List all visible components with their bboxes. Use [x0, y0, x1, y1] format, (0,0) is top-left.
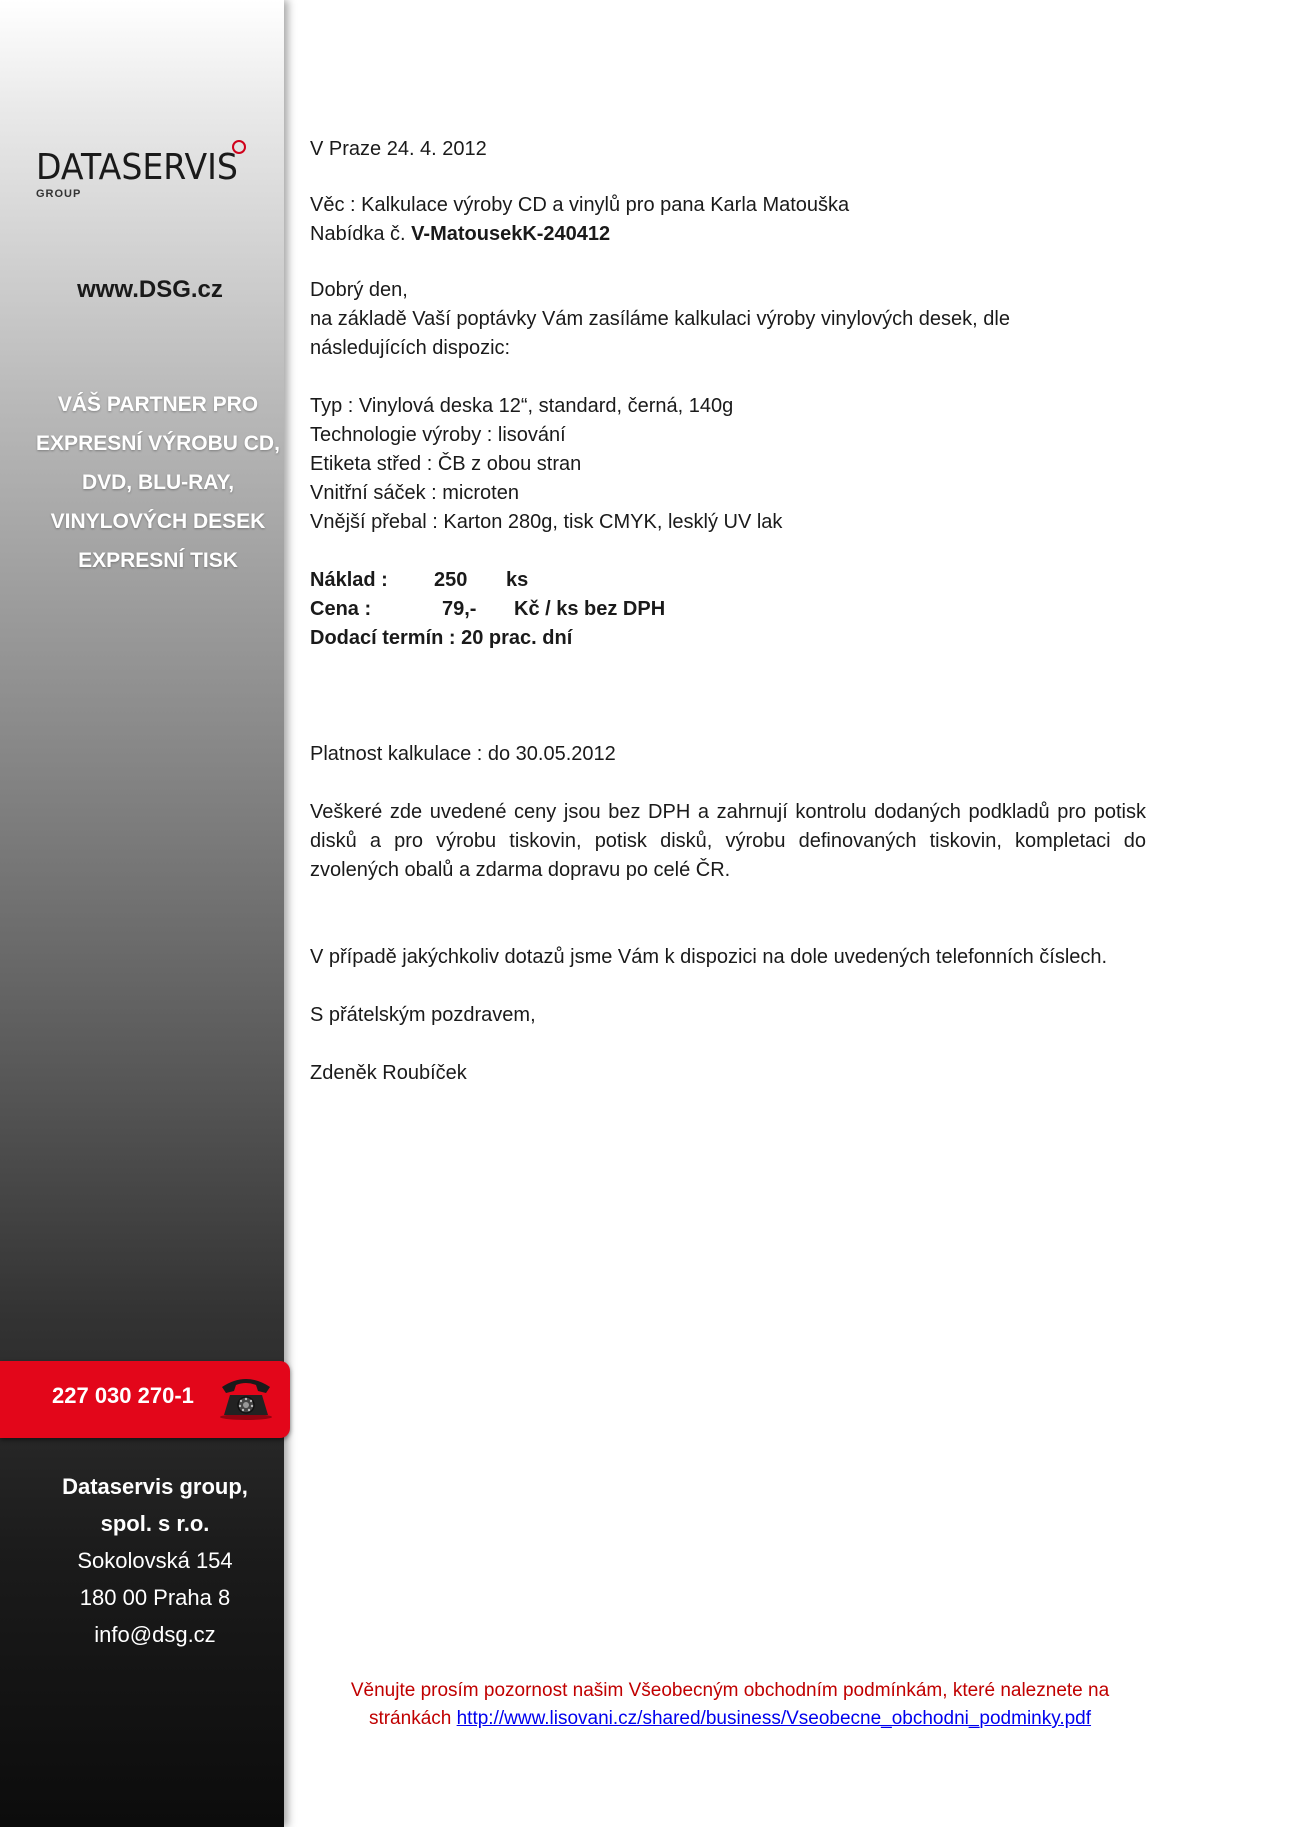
price-label: Cena :	[310, 598, 372, 620]
offer-line	[310, 220, 1146, 249]
offer-number: V-MatousekK-240412	[411, 223, 611, 245]
spec-line: Technologie výroby : lisování	[310, 424, 566, 446]
tagline-line: DVD, BLU-RAY,	[81, 471, 235, 494]
footer-note-prefix: stránkách	[368, 1708, 452, 1729]
street: Sokolovská 154	[77, 1548, 233, 1573]
terms-link[interactable]: http://www.lisovani.cz/shared/business/Vseobecne_obchodni_podminky.pdf	[456, 1708, 1092, 1729]
telephone-icon	[218, 1373, 274, 1421]
tagline-line: VINYLOVÝCH DESEK	[50, 510, 266, 533]
quantity-value: 250	[434, 569, 468, 591]
footer-note	[300, 1677, 1160, 1733]
logo-text: DATASERVIS	[36, 147, 238, 188]
greeting: Dobrý den,	[310, 279, 408, 301]
intro-line: na základě Vaší poptávky Vám zasíláme kalkulaci výroby vinylových desek, dle	[310, 308, 1010, 330]
company-address	[20, 1468, 290, 1653]
letter-date: V Praze 24. 4. 2012	[310, 138, 487, 160]
price-value: 79,-	[442, 598, 477, 620]
company-logo	[36, 147, 272, 200]
spec-line: Typ : Vinylová deska 12“, standard, černá, 140g	[310, 395, 734, 417]
closing: S přátelským pozdravem,	[310, 1004, 536, 1026]
footer-note-line2	[300, 1705, 1160, 1733]
logo-subtext: GROUP	[36, 188, 82, 200]
delivery-term: Dodací termín : 20 prac. dní	[310, 627, 573, 649]
tagline-line: EXPRESNÍ TISK	[78, 549, 238, 572]
offer-label: Nabídka č.	[310, 223, 406, 245]
intro-line: následujících dispozic:	[310, 337, 511, 359]
email-link[interactable]: info@dsg.cz	[94, 1622, 216, 1647]
phone-box	[0, 1361, 290, 1438]
footer-note-line: Věnujte prosím pozornost našim Všeobecným obchodním podmínkám, které naleznete na	[350, 1680, 1110, 1701]
letter-subject: Věc : Kalkulace výroby CD a vinylů pro pana Karla Matouška	[310, 194, 850, 216]
quantity-unit: ks	[506, 569, 529, 591]
website-link[interactable]: www.DSG.cz	[77, 276, 223, 303]
company-name: Dataservis group,	[62, 1474, 248, 1499]
company-form: spol. s r.o.	[100, 1511, 210, 1536]
city: 180 00 Praha 8	[79, 1585, 231, 1610]
price-row	[310, 595, 1146, 624]
quantity-label: Náklad :	[310, 569, 388, 591]
spec-line: Vnitřní sáček : microten	[310, 482, 519, 504]
phone-number[interactable]: 227 030 270-1	[52, 1383, 194, 1408]
spec-line: Etiketa střed : ČB z obou stran	[310, 453, 582, 475]
validity: Platnost kalkulace : do 30.05.2012	[310, 743, 616, 765]
sidebar	[0, 0, 284, 1827]
quantity-row	[310, 566, 1146, 595]
contact-paragraph: V případě jakýchkoliv dotazů jsme Vám k dispozici na dole uvedených telefonních číslech.	[310, 946, 1108, 968]
letter-body	[310, 135, 1146, 1088]
tagline-line: VÁŠ PARTNER PRO	[57, 393, 259, 416]
terms-paragraph: Veškeré zde uvedené ceny jsou bez DPH a zahrnují kontrolu dodaných podkladů pro potisk disků a pro výrobu tiskovin, potisk disků, výrobu definovaných tiskovin, kompletaci do zvolených obalů a zdarma dopravu po celé ČR.	[310, 801, 1146, 881]
signature: Zdeněk Roubíček	[310, 1062, 467, 1084]
price-unit: Kč / ks bez DPH	[514, 598, 666, 620]
spec-line: Vnější přebal : Karton 280g, tisk CMYK, lesklý UV lak	[310, 511, 783, 533]
tagline-line: EXPRESNÍ VÝROBU CD,	[36, 432, 280, 455]
tagline	[18, 385, 298, 580]
logo-ring-icon	[232, 140, 246, 154]
